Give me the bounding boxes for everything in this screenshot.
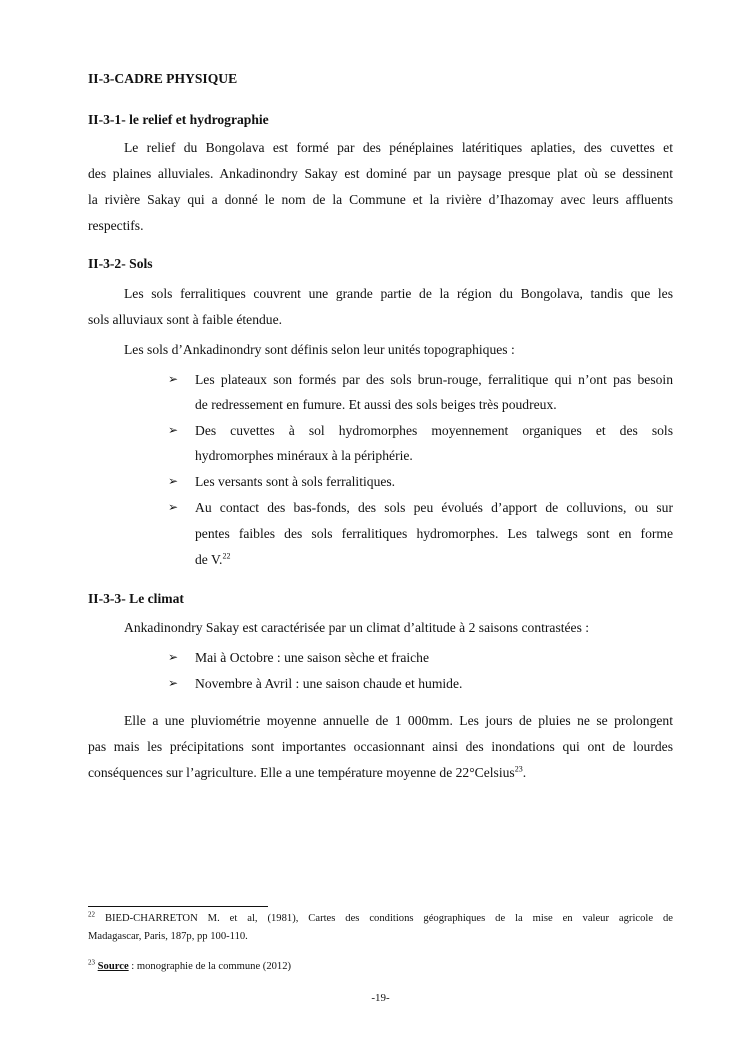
footnote-23	[88, 958, 673, 972]
paragraph-text: conséquences sur l’agriculture. Elle a une température moyenne de 22°Celsius	[88, 765, 515, 780]
list-item: Au contact des bas-fonds, des sols peu évolués d’apport de colluvions, ou sur	[195, 500, 673, 515]
bullet-arrow-icon: ➢	[168, 372, 179, 386]
list-item-text: de V.	[195, 552, 223, 567]
bullet-arrow-icon: ➢	[168, 676, 179, 690]
list-item-continued: de redressement en fumure. Et aussi des sols beiges très poudreux.	[195, 397, 557, 412]
paragraph-line: Elle a une pluviométrie moyenne annuelle de 1 000mm. Les jours de pluies ne se prolongent	[124, 713, 673, 728]
section-relief-title: II-3-1- le relief et hydrographie	[88, 112, 269, 127]
section-climat-title: II-3-3- Le climat	[88, 591, 184, 606]
footnote-number: 22	[88, 910, 95, 919]
main-heading: II-3-CADRE PHYSIQUE	[88, 71, 238, 86]
footnote-ref-23: 23	[514, 764, 523, 774]
paragraph-line: la rivière Sakay qui a donné le nom de la Commune et la rivière d’Ihazomay avec leurs affluents	[88, 192, 673, 207]
bullet-arrow-icon: ➢	[168, 500, 179, 514]
list-item: Les versants sont à sols ferralitiques.	[195, 474, 396, 489]
paragraph-line: Le relief du Bongolava est formé par des pénéplaines latéritiques aplaties, des cuvettes et	[124, 140, 673, 155]
footnote-22-continued: Madagascar, Paris, 187p, pp 100-110.	[88, 931, 248, 942]
paragraph-line: Les sols ferralitiques couvrent une grande partie de la région du Bongolava, tandis que les	[124, 286, 673, 301]
list-item: Mai à Octobre : une saison sèche et fraiche	[195, 650, 430, 665]
list-item: Novembre à Avril : une saison chaude et humide.	[195, 676, 463, 691]
paragraph-line: conséquences sur l’agriculture. Elle a une température moyenne de 22°Celsius$^{23}$.	[88, 764, 527, 780]
paragraph-line: pas mais les précipitations sont importantes occasionnant ainsi des inondations qui ont de lourdes	[88, 739, 673, 754]
footnote-text: BIED-CHARRETON M. et al, (1981), Cartes des conditions géographiques de la mise en valeur agricole de	[104, 913, 673, 924]
list-item: Des cuvettes à sol hydromorphes moyennement organiques et des sols	[195, 423, 673, 438]
bullet-arrow-icon: ➢	[168, 650, 179, 664]
paragraph-line: Les sols d’Ankadinondry sont définis selon leur unités topographiques :	[124, 342, 515, 357]
footnote-separator	[88, 906, 268, 907]
section-sols-title: II-3-2- Sols	[88, 256, 153, 271]
footnote-text: : monographie de la commune (2012)	[128, 961, 292, 972]
footnote-ref-22: 22	[222, 551, 231, 561]
footnote-number: 23	[88, 958, 95, 967]
paragraph-line: sols alluviaux sont à faible étendue.	[88, 312, 283, 327]
list-item-continued: pentes faibles des sols ferralitiques hydromorphes. Les talwegs sont en forme	[195, 526, 673, 541]
page-number: -19-	[371, 992, 390, 1004]
footnote-source-label: Source	[97, 961, 129, 972]
footnote-22	[88, 910, 673, 924]
list-item: Les plateaux son formés par des sols brun-rouge, ferralitique qui n’ont pas besoin	[195, 372, 673, 387]
paragraph-line: respectifs.	[88, 218, 144, 233]
paragraph-line: des plaines alluviales. Ankadinondry Sakay est dominé par un paysage presque plat où se dessinent	[88, 166, 673, 181]
list-item-continued	[195, 552, 673, 568]
bullet-arrow-icon: ➢	[168, 474, 179, 488]
bullet-arrow-icon: ➢	[168, 423, 179, 437]
paragraph-line: Ankadinondry Sakay est caractérisée par un climat d’altitude à 2 saisons contrastées :	[124, 620, 590, 635]
list-item-continued: hydromorphes minéraux à la périphérie.	[195, 448, 413, 463]
